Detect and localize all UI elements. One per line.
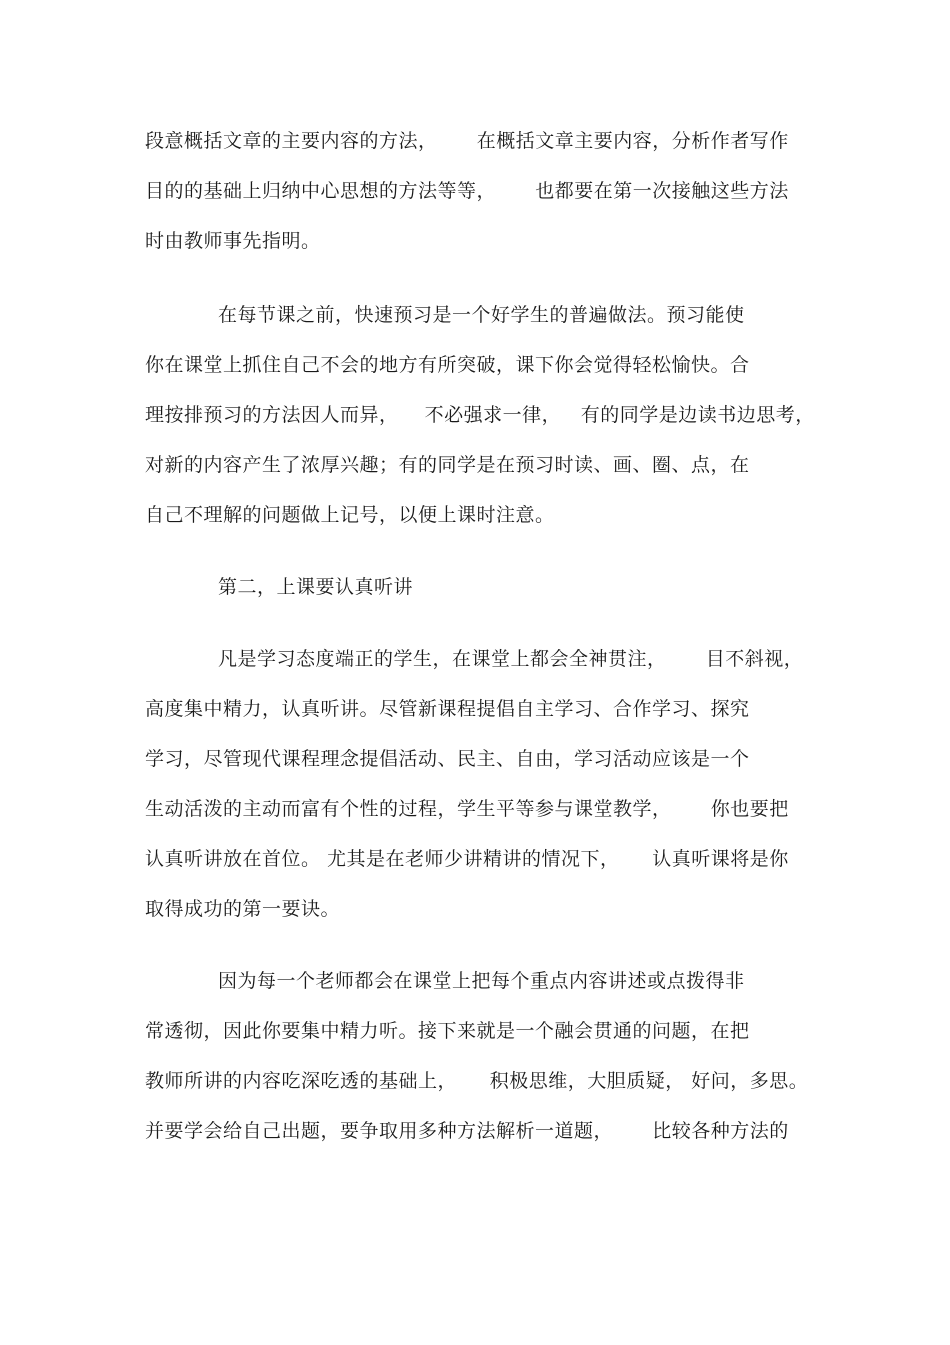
text-line: 对新的内容产生了浓厚兴趣；有的同学是在预习时读、画、圈、点，在 [145,454,750,476]
text-line: 时由教师事先指明。 [145,230,321,252]
paragraph-first-line: 凡是学习态度端正的学生，在课堂上都会全神贯注， 目不斜视， [218,648,804,670]
text-line: 认真听讲放在首位。 尤其是在老师少讲精讲的情况下， 认真听课将是你 [145,848,789,870]
text-line: 生动活泼的主动而富有个性的过程，学生平等参与课堂教学， 你也要把 [145,798,789,820]
text-line: 常透彻，因此你要集中精力听。接下来就是一个融会贯通的问题，在把 [145,1020,750,1042]
text-line: 你在课堂上抓住自己不会的地方有所突破，课下你会觉得轻松愉快。合 [145,354,750,376]
text-line: 并要学会给自己出题，要争取用多种方法解析一道题， 比较各种方法的 [145,1120,789,1142]
text-line: 取得成功的第一要诀。 [145,898,341,920]
text-line: 高度集中精力，认真听讲。尽管新课程提倡自主学习、合作学习、探究 [145,698,750,720]
text-line: 学习，尽管现代课程理念提倡活动、民主、自由，学习活动应该是一个 [145,748,750,770]
text-line: 目的的基础上归纳中心思想的方法等等， 也都要在第一次接触这些方法 [145,180,789,202]
text-line: 教师所讲的内容吃深吃透的基础上， 积极思维，大胆质疑， 好问，多思。 [145,1070,809,1092]
text-line: 自己不理解的问题做上记号，以便上课时注意。 [145,504,555,526]
text-line: 段意概括文章的主要内容的方法， 在概括文章主要内容，分析作者写作 [145,130,789,152]
section-heading: 第二，上课要认真听讲 [218,576,414,598]
paragraph-first-line: 在每节课之前，快速预习是一个好学生的普遍做法。预习能使 [218,304,745,326]
text-line: 理按排预习的方法因人而异， 不必强求一律， 有的同学是边读书边思考， [145,404,815,426]
paragraph-first-line: 因为每一个老师都会在课堂上把每个重点内容讲述或点拨得非 [218,970,745,992]
